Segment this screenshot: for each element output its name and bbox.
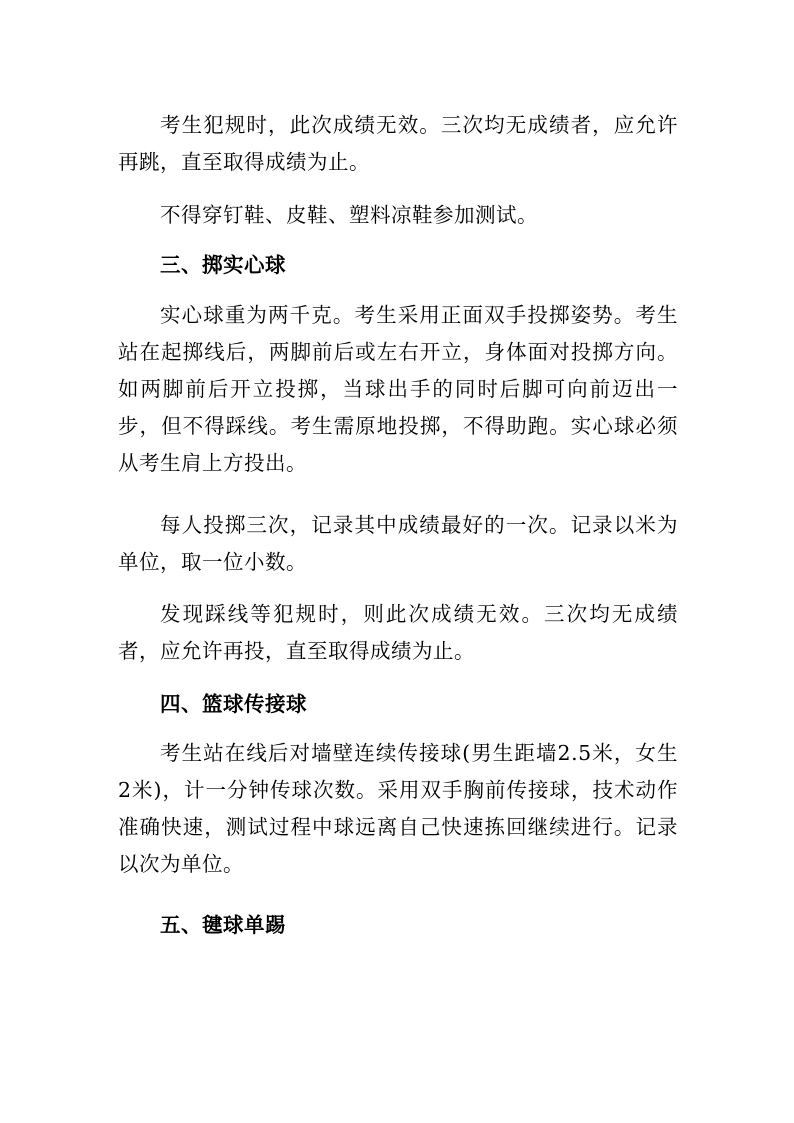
section-heading-basketball-pass: 四、篮球传接球	[160, 692, 307, 716]
paragraph-medicine-ball-method: 实心球重为两千克。考生采用正面双手投掷姿势。考生站在起掷线后，两脚前后或左右开立，身体面对投掷方向。如两脚前后开立投掷，当球出手的同时后脚可向前迈出一步，但不得踩线。考生需原地投掷，不得助跑。实心球必须从考生肩上方投出。	[118, 303, 678, 475]
paragraph-jump-foul-rule: 考生犯规时，此次成绩无效。三次均无成绩者，应允许再跳，直至取得成绩为止。	[118, 113, 678, 174]
paragraph-basketball-pass-method: 考生站在线后对墙壁连续传接球(男生距墙2.5米，女生2米)，计一分钟传球次数。采用双手胸前传接球，技术动作准确快速，测试过程中球远离自己快速拣回继续进行。记录以次为单位。	[118, 741, 678, 876]
paragraph-medicine-ball-foul-rule: 发现踩线等犯规时，则此次成绩无效。三次均无成绩者，应允许再投，直至取得成绩为止。	[118, 602, 678, 663]
section-heading-shuttlecock-kick: 五、毽球单踢	[160, 913, 286, 937]
paragraph-medicine-ball-recording: 每人投掷三次，记录其中成绩最好的一次。记录以米为单位，取一位小数。	[118, 513, 678, 574]
section-heading-medicine-ball: 三、掷实心球	[160, 253, 286, 277]
paragraph-footwear-rule: 不得穿钉鞋、皮鞋、塑料凉鞋参加测试。	[160, 203, 538, 227]
